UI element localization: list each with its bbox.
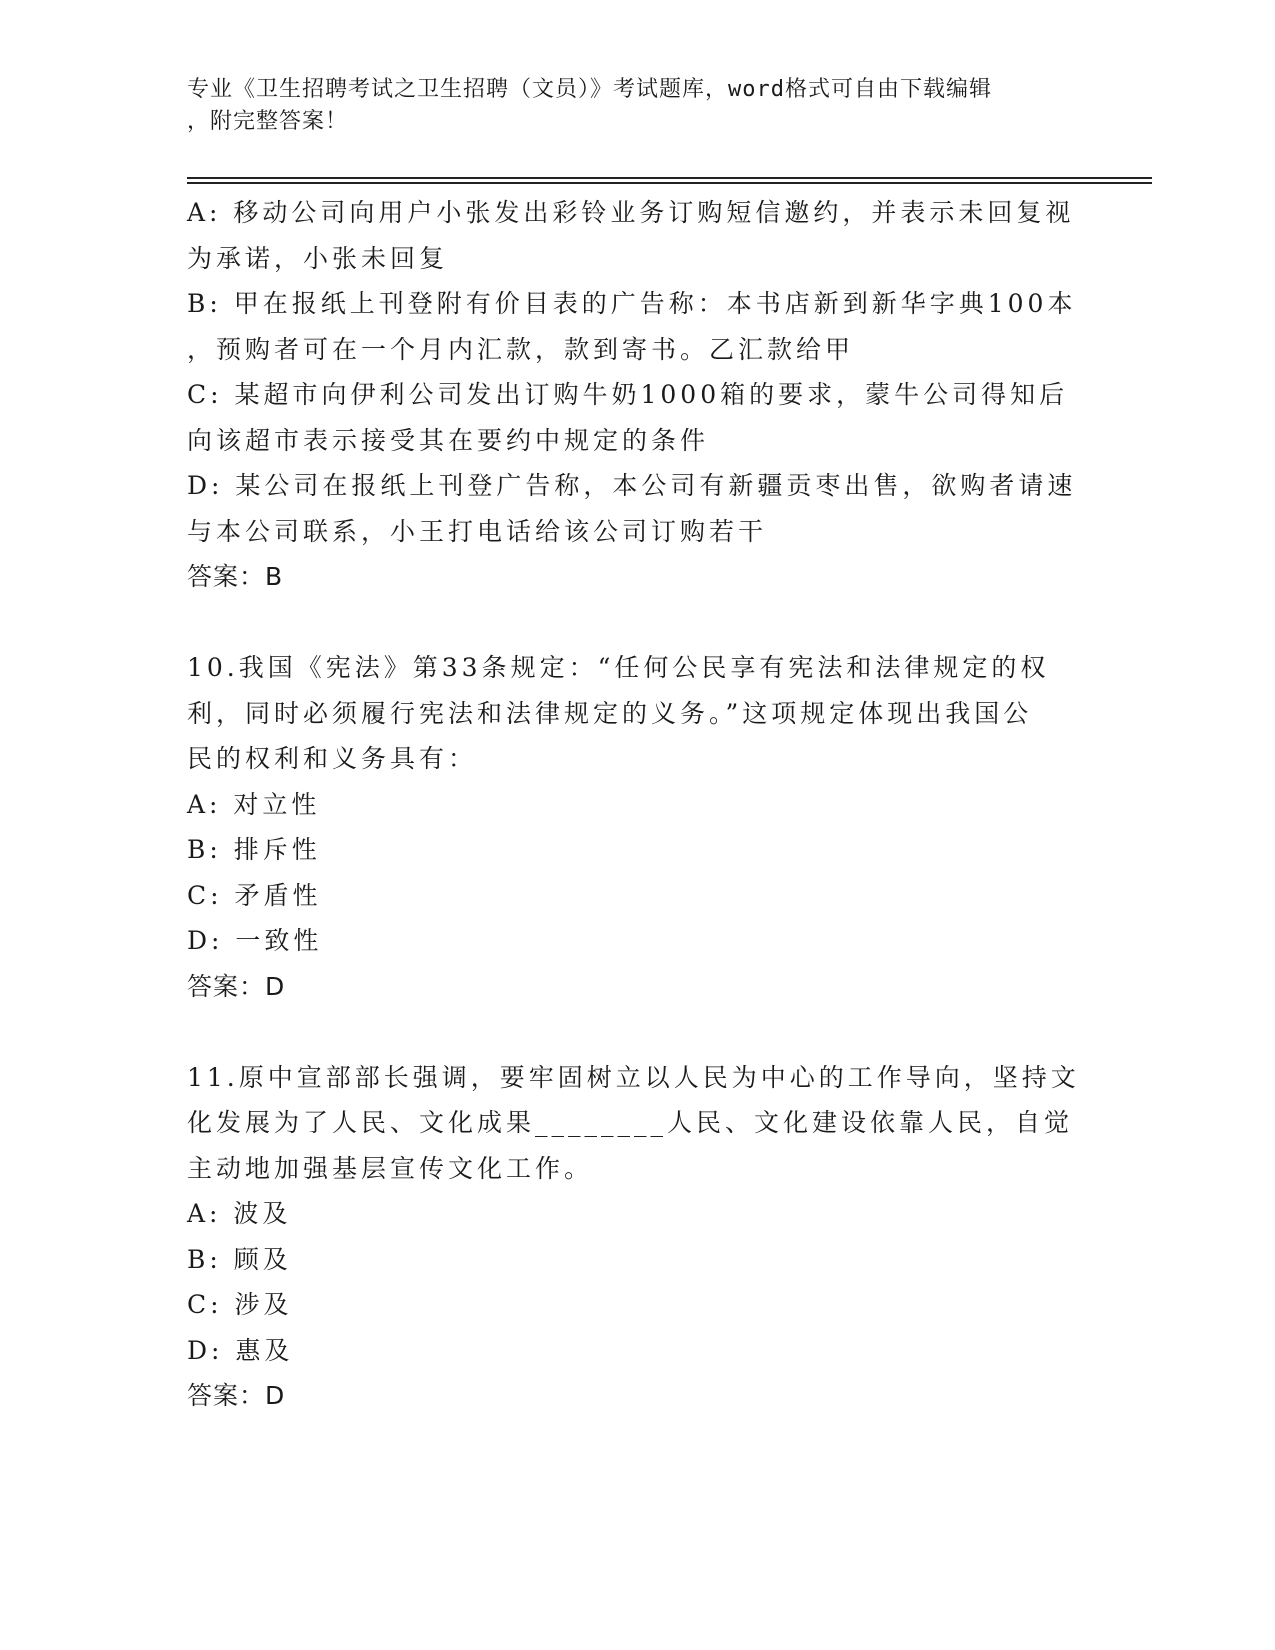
option-b-line-2: ，预购者可在一个月内汇款，款到寄书。乙汇款给甲 — [187, 334, 855, 364]
question-stem-line: 10.我国《宪法》第33条规定：“任何公民享有宪法和法律规定的权 — [187, 653, 1050, 682]
option-a-line-1: A: 移动公司向用户小张发出彩铃业务订购短信邀约，并表示未回复视 — [187, 198, 1075, 227]
option-d-line-1: D: 某公司在报纸上刊登广告称，本公司有新疆贡枣出售，欲购者请速 — [187, 471, 1077, 500]
answer-label: 答案：D — [187, 971, 286, 1001]
question-stem-line: 利，同时必须履行宪法和法律规定的义务。”这项规定体现出我国公 — [187, 698, 1033, 728]
option-b: B: 顾及 — [187, 1244, 292, 1274]
document-header — [187, 74, 1067, 138]
option-c: C: 涉及 — [187, 1290, 293, 1319]
question-9-block — [187, 190, 1087, 600]
option-d-line-2: 与本公司联系，小王打电话给该公司订购若干 — [187, 516, 768, 546]
option-a: A: 波及 — [187, 1199, 292, 1228]
option-b: B: 排斥性 — [187, 835, 321, 864]
question-stem-line: 主动地加强基层宣传文化工作。 — [187, 1153, 594, 1183]
question-stem-line: 11.原中宣部部长强调，要牢固树立以人民为中心的工作导向，坚持文 — [187, 1062, 1080, 1092]
option-a: A: 对立性 — [187, 789, 321, 819]
answer-label: 答案：B — [187, 562, 284, 591]
option-b-line-1: B: 甲在报纸上刊登附有价目表的广告称：本书店新到新华字典100本 — [187, 289, 1077, 318]
question-stem-line: 化发展为了人民、文化成果________人民、文化建设依靠人民，自觉 — [187, 1108, 1074, 1137]
header-line-2: ，附完整答案！ — [187, 109, 349, 134]
option-c-line-1: C: 某超市向伊利公司发出订购牛奶1000箱的要求，蒙牛公司得知后 — [187, 380, 1069, 409]
option-c-line-2: 向该超市表示接受其在要约中规定的条件 — [187, 425, 710, 455]
question-stem-line: 民的权利和义务具有： — [187, 744, 478, 773]
option-c: C: 矛盾性 — [187, 880, 322, 910]
question-11-block — [187, 1055, 1087, 1419]
header-divider-top — [187, 177, 1152, 179]
question-content — [187, 190, 1087, 1419]
question-spacer — [187, 600, 1087, 646]
option-d: D: 惠及 — [187, 1335, 294, 1365]
option-a-line-2: 为承诺，小张未回复 — [187, 243, 449, 273]
header-divider-bottom — [187, 182, 1152, 184]
question-spacer — [187, 1009, 1087, 1055]
option-d: D: 一致性 — [187, 926, 323, 955]
question-10-block — [187, 645, 1087, 1009]
answer-label: 答案：D — [187, 1381, 286, 1410]
header-line-1: 专业《卫生招聘考试之卫生招聘（文员）》考试题库，word格式可自由下载编辑 — [187, 77, 992, 102]
